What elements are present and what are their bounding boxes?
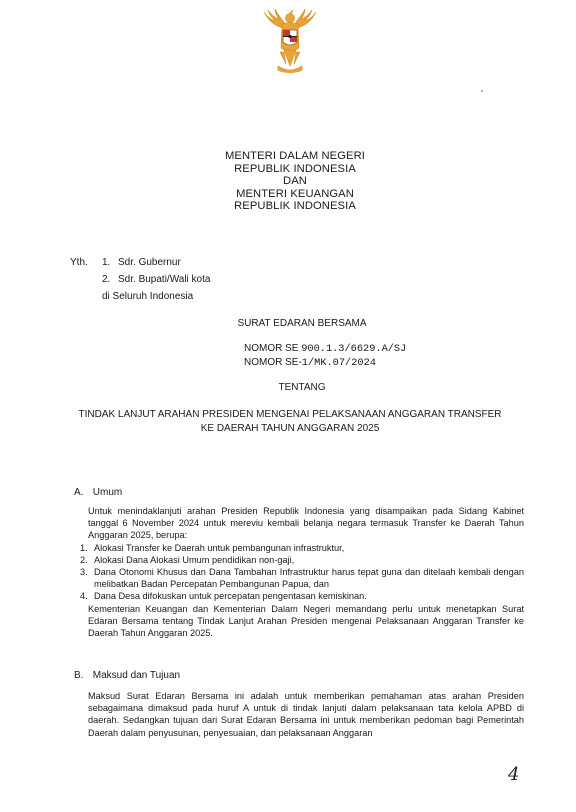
header-line-republic: REPUBLIK INDONESIA [234, 162, 356, 175]
list-item: 4. Dana Desa difokuskan untuk percepatan pengentasan kemiskinan. [80, 591, 367, 602]
title-line-2: KE DAERAH TAHUN ANGGARAN 2025 [200, 422, 380, 434]
document-title [40, 408, 540, 435]
addressee-num-2: 2. [102, 274, 111, 285]
number1-label: NOMOR SE [244, 343, 299, 354]
section-a-title: Umum [92, 487, 123, 498]
section-b-text: Maksud Surat Edaran Bersama ini adalah untuk memberikan pemahaman atas arahan Presiden sebagaimana dimaksud pada huruf A untuk di tindak lanjuti dalam pelaksanaan tata kelola APBD di daerah. Sedangkan tujuan dari Surat Edaran Bersama ini untuk memberikan pedoman bagi Pemerintah Daerah dalam penyusunan, penyesuaian, dan pelaksanaan Anggaran [88, 691, 524, 738]
document-type: SURAT EDARAN BERSAMA [237, 318, 367, 329]
section-a-heading [74, 487, 122, 498]
addressee-block [70, 254, 210, 305]
section-b-title: Maksud dan Tujuan [92, 670, 181, 681]
section-b-heading [74, 670, 180, 681]
header-line-republic-2: REPUBLIK INDONESIA [234, 200, 356, 213]
list-item: 2. Alokasi Dana Alokasi Umum pendidikan non-gaji, [80, 554, 295, 565]
title-line-1: TINDAK LANJUT ARAHAN PRESIDEN MENGENAI PELAKSANAAN ANGGARAN TRANSFER [78, 409, 502, 420]
addressee-prefix: Yth. [70, 257, 88, 268]
list-item: 1. Alokasi Transfer ke Daerah untuk pembangunan infrastruktur, [80, 542, 345, 553]
addressee-location: di Seluruh Indonesia [102, 291, 194, 302]
section-a-closing: Kementerian Keuangan dan Kementerian Dalam Negeri memandang perlu untuk menetapkan Surat Edaran Bersama tentang Tindak Lanjut Arahan Presiden mengenai Pelaksanaan Anggaran Transfer ke Daerah Tahun Anggaran 2025. [88, 603, 524, 639]
header-line-ministry-home-affairs: MENTERI DALAM NEGERI [225, 150, 365, 162]
letter-header [0, 150, 576, 213]
section-b-body [88, 690, 524, 739]
section-a-body [80, 505, 524, 639]
section-a-intro: Untuk menindaklanjuti arahan Presiden Republik Indonesia yang disampaikan pada Sidang Kabinet tanggal 6 November 2024 untuk mereviu kembali belanja negara termasuk Transfer ke Daerah Tahun Anggaran 2025, berupa: [88, 506, 524, 541]
number1-value: 900.1.3/6629.A/SJ [301, 343, 407, 355]
addressee-num-1: 1. [102, 257, 111, 268]
list-item: 3. Dana Otonomi Khusus dan Dana Tambahan Infrastruktur harus tepat guna dan ditelaah kembali dengan melibatkan Badan Percepatan Pembangunan Papua, dan [80, 567, 524, 590]
addressee-regent: Sdr. Bupati/Wali kota [118, 274, 211, 285]
garuda-pancasila-icon [262, 8, 318, 80]
tentang-heading: TENTANG [278, 382, 326, 393]
section-a-label: A. [74, 487, 84, 498]
header-line-and: DAN [283, 175, 307, 188]
section-b-label: B. [74, 670, 84, 681]
number2-value: 1/MK.07/2024 [301, 357, 376, 369]
handwritten-page-mark: 4 [508, 764, 520, 785]
header-line-ministry-finance: MENTERI KEUANGAN [236, 187, 354, 200]
number2-label: NOMOR SE- [244, 357, 302, 368]
scan-speck [481, 90, 483, 92]
addressee-governor: Sdr. Gubernur [118, 257, 181, 268]
document-numbers [244, 342, 406, 370]
